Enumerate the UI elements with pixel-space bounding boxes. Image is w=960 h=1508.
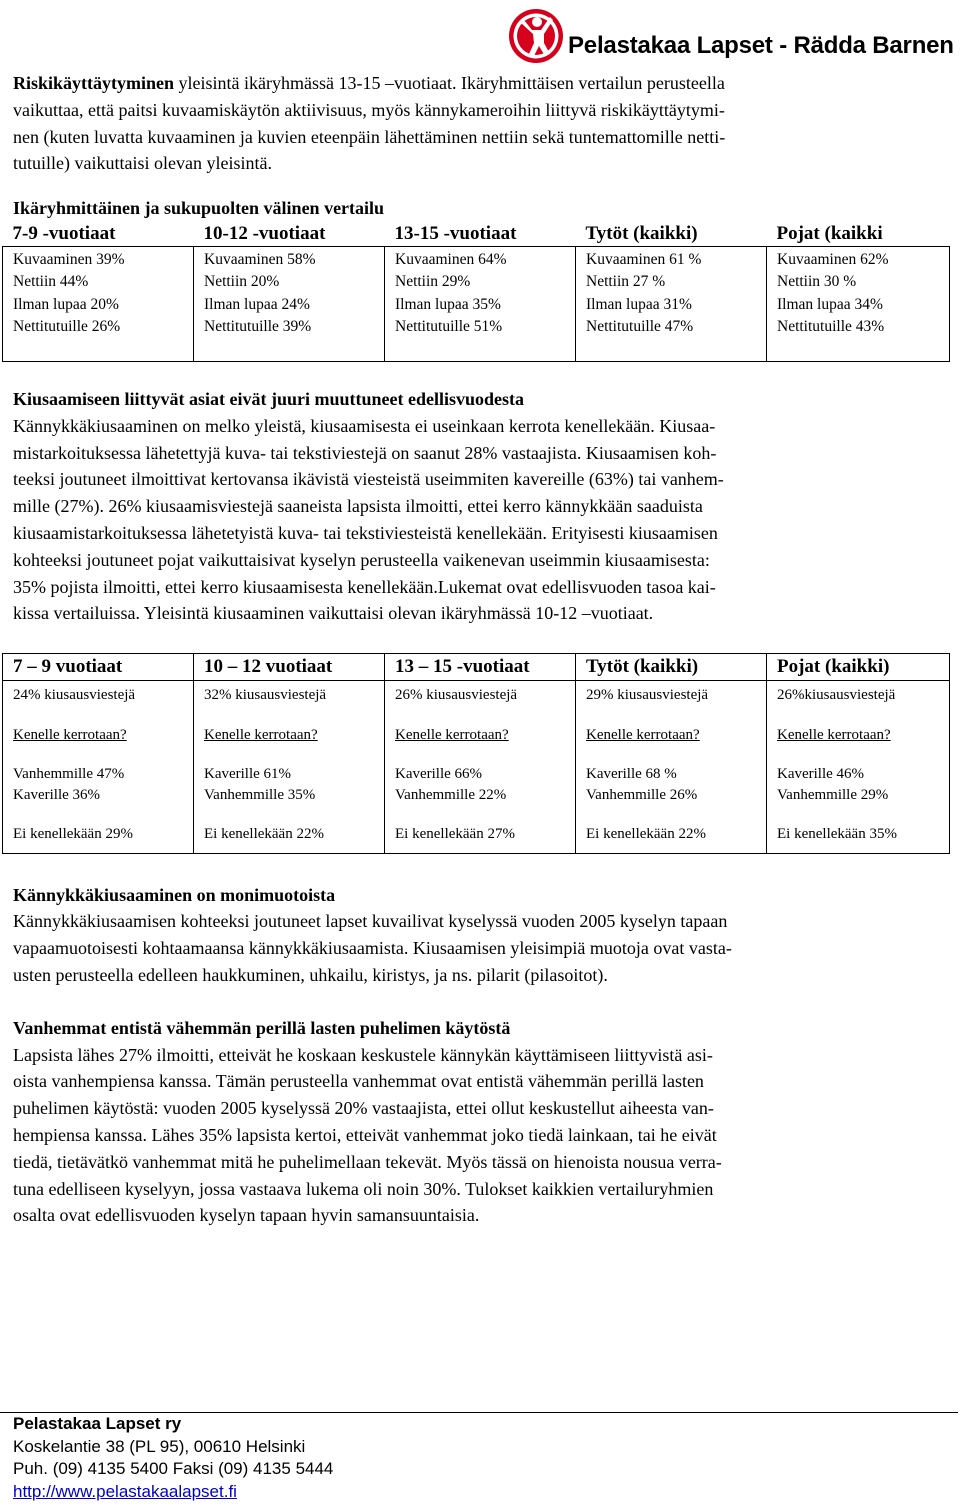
paragraph-line: tuna edelliseen kyselyyn, jossa vastaava lukema oli noin 30%. Tulokset kaikkien vertailuryhmien — [13, 1178, 714, 1199]
messages-value: 24% kiusausviestejä — [13, 687, 136, 704]
column-header: Pojat (kaikki — [767, 222, 950, 247]
first-value: Kaverille 68 % — [586, 766, 677, 783]
messages-value: 32% kiusausviestejä — [204, 687, 327, 704]
question-label: Kenelle kerrotaan? — [777, 726, 891, 743]
comparison-table — [2, 222, 950, 362]
paragraph-line: Lapsista lähes 27% ilmoitti, etteivät he koskaan keskustele kännykän käyttämiseen liittyvistä asi- — [13, 1044, 713, 1065]
logo — [506, 2, 958, 68]
cell-line: Ilman lupaa 20% — [13, 295, 119, 313]
second-value: Vanhemmille 22% — [395, 786, 507, 803]
none-value: Ei kenellekään 29% — [13, 826, 133, 843]
none-value: Ei kenellekään 22% — [586, 826, 706, 843]
section2-paragraph — [13, 413, 943, 627]
table-cell — [385, 246, 576, 361]
paragraph-line: Kännykkäkiusaaminen on melko yleistä, kiusaamisesta ei useinkaan kerrota kenellekään. Kiusaa- — [13, 415, 716, 436]
table-cell — [3, 246, 194, 361]
cell-line: Nettitutuille 26% — [13, 318, 121, 336]
cell-line: Kuvaaminen 62% — [777, 250, 889, 268]
cell-line: Kuvaaminen 58% — [204, 250, 316, 268]
table-cell — [194, 246, 385, 361]
first-value: Kaverille 61% — [204, 766, 292, 783]
first-value: Kaverille 66% — [395, 766, 483, 783]
section2-heading: Kiusaamiseen liittyvät asiat eivät juuri muuttuneet edellisvuodesta — [13, 388, 524, 409]
intro-paragraph — [13, 70, 943, 177]
paragraph-line: hempiensa kanssa. Lähes 35% lapsista kertoi, etteivät vanhemmat joko tiedä lainkaan, tai he eivät — [13, 1125, 717, 1146]
paragraph-line: vapaamuotoisesti kohtaamaansa kännykkäkiusaamista. Kiusaamisen yleisimpiä muotoja ovat vasta- — [13, 938, 732, 959]
footer-address: Koskelantie 38 (PL 95), 00610 Helsinki — [13, 1436, 306, 1456]
paragraph-line: kiusaamistarkoituksessa lähetetyistä kuva- tai tekstiviesteistä kenellekään. Erityisesti kiusaamisen — [13, 522, 718, 543]
cell-line: Nettiin 20% — [204, 273, 280, 291]
paragraph-line: usten perusteella edelleen haukkuminen, uhkailu, kiristys, ja ns. pilarit (pilasoitot). — [13, 965, 608, 986]
table-cell — [194, 681, 385, 854]
question-label: Kenelle kerrotaan? — [13, 726, 127, 743]
question-label: Kenelle kerrotaan? — [204, 726, 318, 743]
messages-value: 26% kiusausviestejä — [395, 687, 518, 704]
column-header: Pojat (kaikki) — [767, 654, 950, 681]
column-header: 13 – 15 -vuotiaat — [385, 654, 576, 681]
paragraph-line: kissa vertailuissa. Yleisintä kiusaaminen vaikuttaisi olevan ikäryhmässä 10-12 –vuotiaat. — [13, 603, 654, 624]
footer-org: Pelastakaa Lapset ry — [13, 1414, 182, 1433]
table-cell — [385, 681, 576, 854]
footer-phone: Puh. (09) 4135 5400 Faksi (09) 4135 5444 — [13, 1459, 334, 1479]
column-header: 10-12 -vuotiaat — [194, 222, 385, 247]
paragraph-line: teeksi joutuneet ilmoittivat kertovansa ikävistä viesteistä useimmiten kavereille (63%) tai vanhem- — [13, 469, 724, 490]
paragraph-line: osalta ovat edellisvuoden kyselyn tapaan hyvin samansuuntaisia. — [13, 1205, 480, 1226]
table-cell — [3, 681, 194, 854]
question-label: Kenelle kerrotaan? — [395, 726, 509, 743]
cell-line: Kuvaaminen 64% — [395, 250, 507, 268]
first-value: Vanhemmille 47% — [13, 766, 125, 783]
table-row — [3, 246, 950, 361]
intro-title: Riskikäyttäytyminen — [13, 73, 175, 93]
table-row — [3, 681, 950, 854]
section3-heading: Kännykkäkiusaaminen on monimuotoista — [13, 884, 336, 905]
column-header: 13-15 -vuotiaat — [385, 222, 576, 247]
cell-line: Nettitutuille 39% — [204, 318, 312, 336]
second-value: Vanhemmille 26% — [586, 786, 698, 803]
table-cell — [767, 681, 950, 854]
paragraph-line: 35% pojista ilmoitti, ettei kerro kiusaamisesta kenellekään.Lukemat ovat edellisvuoden tasoa kai- — [13, 576, 716, 597]
logo-text: Pelastakaa Lapset - Rädda Barnen — [568, 32, 954, 59]
intro-line: vaikuttaa, että paitsi kuvaamiskäytön aktiivisuus, myös kännykameroihin liittyvä riskikäyttäytymi- — [13, 99, 725, 120]
intro-line: yleisintä ikäryhmässä 13-15 –vuotiaat. Ikäryhmittäisen vertailun perusteella — [174, 73, 725, 93]
question-label: Kenelle kerrotaan? — [586, 726, 700, 743]
document-body — [13, 70, 943, 1229]
section4-paragraph — [13, 1042, 943, 1230]
column-header: Tytöt (kaikki) — [576, 222, 767, 247]
paragraph-line: puhelimen käytöstä: vuoden 2005 kyselyssä 20% vastaajista, ettei ollut keskustellut aiheesta van- — [13, 1098, 714, 1119]
cell-line: Nettiin 27 % — [586, 273, 666, 291]
section4-heading: Vanhemmat entistä vähemmän perillä lasten puhelimen käytöstä — [13, 1017, 511, 1038]
paragraph-line: mistarkoituksessa lähetettyjä kuva- tai tekstiviestejä on saanut 28% vastaajista. Kiusaamisen koh- — [13, 442, 717, 463]
table-cell — [576, 681, 767, 854]
cell-line: Kuvaaminen 39% — [13, 250, 125, 268]
none-value: Ei kenellekään 22% — [204, 826, 324, 843]
cell-line: Nettiin 30 % — [777, 273, 857, 291]
messages-value: 26%kiusausviestejä — [777, 687, 896, 704]
footer-website-link[interactable]: http://www.pelastakaalapset.fi — [13, 1481, 237, 1501]
column-header: Tytöt (kaikki) — [576, 654, 767, 681]
cell-line: Nettitutuille 43% — [777, 318, 885, 336]
cell-line: Ilman lupaa 31% — [586, 295, 692, 313]
none-value: Ei kenellekään 27% — [395, 826, 515, 843]
child-emblem-icon — [506, 2, 566, 66]
cell-line: Ilman lupaa 35% — [395, 295, 501, 313]
table1-heading: Ikäryhmittäinen ja sukupuolten välinen vertailu — [13, 198, 385, 219]
intro-line: nen (kuten luvatta kuvaaminen ja kuvien eteenpäin lähettäminen nettiin sekä tuntemattomille netti- — [13, 126, 726, 147]
cell-line: Nettiin 29% — [395, 273, 471, 291]
second-value: Kaverille 36% — [13, 786, 101, 803]
paragraph-line: Kännykkäkiusaamisen kohteeksi joutuneet lapset kuvailivat kyselyssä vuoden 2005 kyselyn tapaan — [13, 911, 728, 932]
second-value: Vanhemmille 35% — [204, 786, 316, 803]
table-header-row — [3, 222, 950, 247]
table-cell — [576, 246, 767, 361]
table-cell — [767, 246, 950, 361]
cell-line: Ilman lupaa 24% — [204, 295, 310, 313]
paragraph-line: mille (27%). 26% kiusaamisviestejä saaneista lapsista ilmoitti, ettei kerro kännykkään saaduista — [13, 496, 703, 517]
paragraph-line: kohteeksi joutuneet pojat vaikuttaisivat kyselyn perusteella vaikenevan useimmin kiusaamisesta: — [13, 549, 710, 570]
table-header-row — [3, 654, 950, 681]
column-header: 10 – 12 vuotiaat — [194, 654, 385, 681]
cell-line: Kuvaaminen 61 % — [586, 250, 702, 268]
cell-line: Nettitutuille 51% — [395, 318, 503, 336]
paragraph-line: tiedä, tietävätkö vanhemmat mitä he puhelimellaan tekevät. Myös tässä on hienoista nousua verra- — [13, 1151, 722, 1172]
first-value: Kaverille 46% — [777, 766, 865, 783]
intro-line: tutuille) vaikuttaisi olevan yleisintä. — [13, 153, 272, 174]
messages-value: 29% kiusausviestejä — [586, 687, 709, 704]
footer — [0, 1412, 958, 1503]
column-header: 7 – 9 vuotiaat — [3, 654, 194, 681]
second-value: Vanhemmille 29% — [777, 786, 889, 803]
column-header: 7-9 -vuotiaat — [3, 222, 194, 247]
cell-line: Nettiin 44% — [13, 273, 89, 291]
cell-line: Ilman lupaa 34% — [777, 295, 883, 313]
cell-line: Nettitutuille 47% — [586, 318, 694, 336]
section3-paragraph — [13, 908, 943, 988]
none-value: Ei kenellekään 35% — [777, 826, 897, 843]
bullying-table — [2, 653, 950, 854]
paragraph-line: oista vanhempiensa kanssa. Tämän perusteella vanhemmat ovat entistä vähemmän perillä lasten — [13, 1071, 704, 1092]
